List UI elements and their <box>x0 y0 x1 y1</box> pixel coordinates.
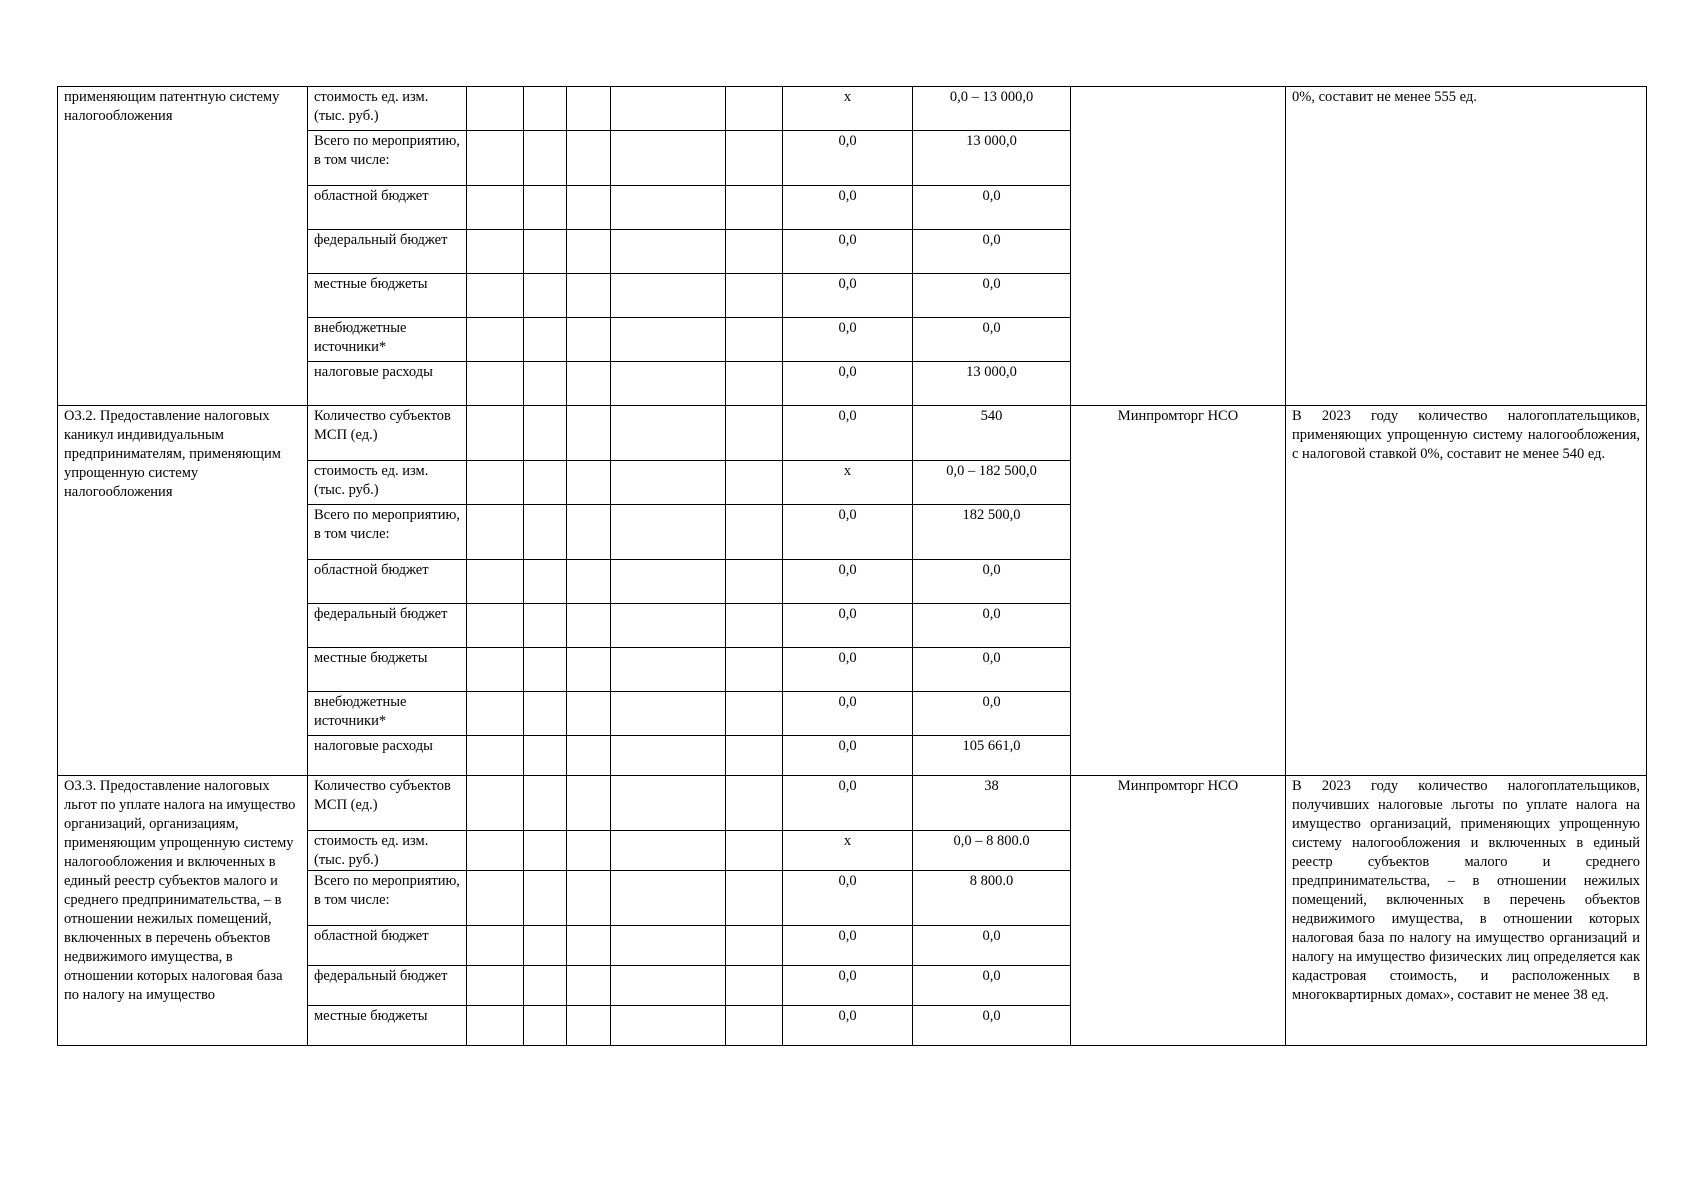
value-cell: 0,0 – 8 800.0 <box>913 831 1071 871</box>
expected-result: В 2023 году количество налогоплательщиков, применяющих упрощенную систему налогообложения, с налоговой ставкой 0%, составит не менее 540 ед. <box>1286 406 1647 776</box>
indicator-label: стоимость ед. изм. (тыс. руб.) <box>308 461 467 505</box>
executor: Минпромторг НСО <box>1071 776 1286 1046</box>
measures-table <box>57 86 1647 1046</box>
indicator-label: федеральный бюджет <box>308 604 467 648</box>
value-cell: 0,0 <box>783 274 913 318</box>
value-cell: 0,0 <box>783 1006 913 1046</box>
table-row <box>58 776 1647 831</box>
executor <box>1071 87 1286 406</box>
value-cell: x <box>783 461 913 505</box>
expected-result: 0%, составит не менее 555 ед. <box>1286 87 1647 406</box>
indicator-label: федеральный бюджет <box>308 966 467 1006</box>
indicator-label: стоимость ед. изм. (тыс. руб.) <box>308 87 467 131</box>
program-table-page <box>57 86 1646 1046</box>
value-cell: 0,0 <box>783 318 913 362</box>
value-cell: x <box>783 87 913 131</box>
value-cell: 0,0 <box>913 926 1071 966</box>
value-cell: 0,0 <box>783 505 913 560</box>
indicator-label: Всего по мероприятию, в том числе: <box>308 131 467 186</box>
indicator-label: налоговые расходы <box>308 736 467 776</box>
value-cell: 13 000,0 <box>913 131 1071 186</box>
value-cell: 0,0 <box>783 406 913 461</box>
value-cell: 13 000,0 <box>913 362 1071 406</box>
indicator-label: Всего по мероприятию, в том числе: <box>308 505 467 560</box>
indicator-label: Количество субъектов МСП (ед.) <box>308 776 467 831</box>
value-cell: 0,0 <box>913 692 1071 736</box>
indicator-label: местные бюджеты <box>308 1006 467 1046</box>
value-cell: 0,0 <box>783 776 913 831</box>
indicator-label: внебюджетные источники* <box>308 692 467 736</box>
indicator-label: местные бюджеты <box>308 648 467 692</box>
value-cell: 0,0 <box>783 871 913 926</box>
executor: Минпромторг НСО <box>1071 406 1286 776</box>
indicator-label: областной бюджет <box>308 560 467 604</box>
indicator-label: областной бюджет <box>308 186 467 230</box>
value-cell: 0,0 <box>783 648 913 692</box>
value-cell: 0,0 <box>783 926 913 966</box>
value-cell: 182 500,0 <box>913 505 1071 560</box>
expected-result: В 2023 году количество налогоплательщиков, получивших налоговые льготы по уплате налога на имущество организаций, применяющих упрощенную систему налогообложения и включенных в единый реестр субъектов малого и среднего предпринимательства, – в отношении нежилых помещений, включенных в перечень объектов недвижимого имущества, в отношении которых налоговая база по налогу на имущество организаций и налогу на имущество физических лиц определяется как кадастровая стоимость, и расположенных в многоквартирных домах», составит не менее 38 ед. <box>1286 776 1647 1046</box>
value-cell: 0,0 – 13 000,0 <box>913 87 1071 131</box>
indicator-label: Всего по мероприятию, в том числе: <box>308 871 467 926</box>
value-cell: x <box>783 831 913 871</box>
value-cell: 0,0 <box>913 186 1071 230</box>
value-cell: 0,0 <box>783 560 913 604</box>
value-cell: 0,0 <box>783 362 913 406</box>
measure-name: применяющим патентную систему налогообложения <box>58 87 308 406</box>
value-cell: 0,0 <box>783 186 913 230</box>
measure-name: О3.3. Предоставление налоговых льгот по уплате налога на имущество организаций, организациям, применяющим упрощенную систему налогообложения и включенных в единый реестр субъектов малого и среднего предпринимательства, – в отношении нежилых помещений, включенных в перечень объектов недвижимого имущества, в отношении которых налоговая база по налогу на имущество <box>58 776 308 1046</box>
table-row <box>58 406 1647 461</box>
value-cell: 0,0 – 182 500,0 <box>913 461 1071 505</box>
value-cell: 0,0 <box>913 604 1071 648</box>
value-cell: 0,0 <box>783 692 913 736</box>
value-cell: 0,0 <box>913 1006 1071 1046</box>
value-cell: 0,0 <box>913 648 1071 692</box>
value-cell: 105 661,0 <box>913 736 1071 776</box>
indicator-label: областной бюджет <box>308 926 467 966</box>
value-cell: 8 800.0 <box>913 871 1071 926</box>
value-cell: 0,0 <box>783 604 913 648</box>
table-row <box>58 87 1647 131</box>
value-cell: 540 <box>913 406 1071 461</box>
value-cell: 0,0 <box>783 131 913 186</box>
value-cell: 0,0 <box>783 230 913 274</box>
indicator-label: Количество субъектов МСП (ед.) <box>308 406 467 461</box>
value-cell: 0,0 <box>783 966 913 1006</box>
indicator-label: налоговые расходы <box>308 362 467 406</box>
value-cell: 0,0 <box>913 560 1071 604</box>
value-cell: 0,0 <box>913 318 1071 362</box>
measure-name: О3.2. Предоставление налоговых каникул индивидуальным предпринимателям, применяющим упрощенную систему налогообложения <box>58 406 308 776</box>
value-cell: 0,0 <box>913 966 1071 1006</box>
value-cell: 0,0 <box>913 230 1071 274</box>
value-cell: 38 <box>913 776 1071 831</box>
value-cell: 0,0 <box>913 274 1071 318</box>
indicator-label: федеральный бюджет <box>308 230 467 274</box>
indicator-label: местные бюджеты <box>308 274 467 318</box>
value-cell: 0,0 <box>783 736 913 776</box>
indicator-label: стоимость ед. изм. (тыс. руб.) <box>308 831 467 871</box>
indicator-label: внебюджетные источники* <box>308 318 467 362</box>
